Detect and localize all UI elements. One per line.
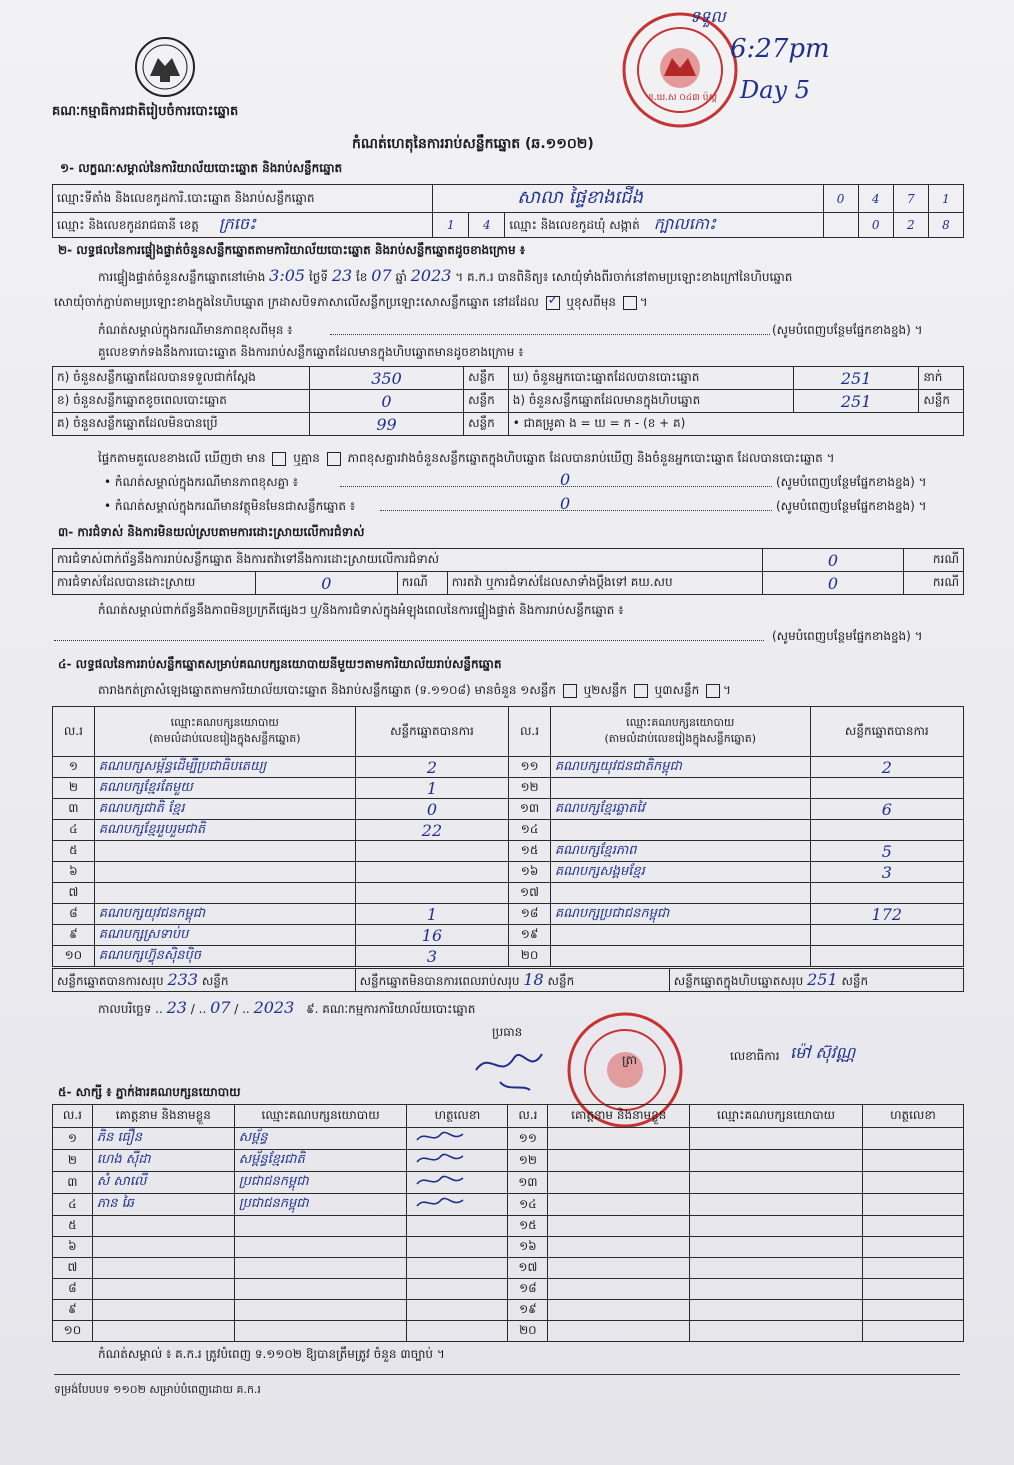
witness-signature xyxy=(862,1279,963,1300)
party-row xyxy=(53,925,964,946)
chairman-label: ប្រធាន xyxy=(492,1025,523,1039)
date-day: 23 xyxy=(166,998,187,1017)
party-no: ១ xyxy=(53,757,95,778)
witness-no: ២០ xyxy=(508,1321,548,1342)
witness-party xyxy=(690,1150,863,1172)
witness-name xyxy=(548,1194,690,1216)
party-votes: 1 xyxy=(355,778,508,799)
witness-signature xyxy=(862,1237,963,1258)
count-voters: 251 xyxy=(793,367,918,390)
witness-name xyxy=(92,1237,234,1258)
party-name xyxy=(94,841,355,862)
witness-name xyxy=(548,1258,690,1279)
witness-signature xyxy=(862,1172,963,1194)
verify-line: ការផ្ទៀងផ្ទាត់ចំនួនសន្លឹកឆ្នោតនៅម៉ោង 3:05 ថ្ងៃទី 23 ខែ 07 ឆ្នាំ 2023 ។ គ.ក.រ បានពិនិត្យ៖ សោយុំទាំងពីរចាក់នៅតាមប្រឡោះខាងក្រៅនៃហិបឆ្នោត xyxy=(98,266,793,285)
witness-party: សម្ព័ន្ធ xyxy=(234,1128,407,1150)
province-code-1: 1 xyxy=(433,213,469,238)
party-name: គណបក្សខ្មែររួបរួមជាតិ xyxy=(94,820,355,841)
party-no: ៣ xyxy=(53,799,95,820)
date-line: កាលបរិច្ឆេទ .. 23 / .. 07 / .. 2023 ៩. គណៈកម្មការការិយាល័យបោះឆ្នោត xyxy=(98,998,476,1017)
party-votes xyxy=(355,883,508,904)
one-sheet-checkbox[interactable] xyxy=(563,684,577,698)
count-unused: 99 xyxy=(309,413,463,436)
party-votes: 3 xyxy=(355,946,508,967)
witness-no: ១៣ xyxy=(508,1172,548,1194)
bullet1-label: • កំណត់សម្គាល់ក្នុងករណីមានភាពខុសគ្នា ៖ xyxy=(104,475,299,489)
witness-no: ១៦ xyxy=(508,1237,548,1258)
witness-party xyxy=(690,1279,863,1300)
party-votes xyxy=(810,820,963,841)
signature-icon xyxy=(411,1150,471,1168)
party-row xyxy=(53,946,964,967)
commune-code-2: 2 xyxy=(893,213,928,238)
signature-icon xyxy=(470,1040,560,1096)
witness-no: ២ xyxy=(53,1150,93,1172)
province-code-2: 4 xyxy=(469,213,505,238)
party-votes: 16 xyxy=(355,925,508,946)
witness-row xyxy=(53,1300,964,1321)
witness-name xyxy=(92,1279,234,1300)
party-name: គណបក្សយុវជនកម្ពុជា xyxy=(94,904,355,925)
party-name: គណបក្សយុវជនជាតិកម្ពុជា xyxy=(550,757,810,778)
diff-note-line xyxy=(330,334,770,335)
form-footer: ទម្រង់បែបបទ ១១០២ សម្រាប់បំពេញដោយ គ.ក.រ xyxy=(54,1383,261,1396)
stamp-note-1: ទទួល xyxy=(690,7,726,26)
nec-logo xyxy=(134,36,196,98)
bullet2-label: • កំណត់សម្គាល់ក្នុងករណីមានវត្ថុមិនមែនជាសន្លឹកឆ្នោត ៖ xyxy=(104,499,356,513)
formula: • ជាគម្រូគា ង = ឃ = ក - (ខ + គ) xyxy=(508,413,963,436)
party-name xyxy=(550,820,810,841)
witness-no: ១០ xyxy=(53,1321,93,1342)
witness-party xyxy=(234,1237,407,1258)
party-row xyxy=(53,904,964,925)
station-value: សាលា ផ្ទៃខាងជើង xyxy=(433,185,823,213)
witness-no: ១៨ xyxy=(508,1279,548,1300)
party-no: ១៣ xyxy=(509,799,551,820)
party-no: ១៨ xyxy=(509,904,551,925)
witness-party: ប្រជាជនកម្ពុជា xyxy=(234,1172,407,1194)
secretary-label: លេខាធិការ xyxy=(730,1049,780,1063)
party-votes: 2 xyxy=(355,757,508,778)
party-no: ១២ xyxy=(509,778,551,799)
witness-no: ១២ xyxy=(508,1150,548,1172)
party-votes: 0 xyxy=(355,799,508,820)
witness-row xyxy=(53,1258,964,1279)
party-row xyxy=(53,820,964,841)
witness-party xyxy=(690,1321,863,1342)
party-name xyxy=(550,946,810,967)
witness-name xyxy=(548,1300,690,1321)
count-in-box: 251 xyxy=(793,390,918,413)
diff-note-hint: (សូមបំពេញបន្ថែមផ្នែកខាងខ្នង) ។ xyxy=(772,323,923,337)
witness-party xyxy=(234,1258,407,1279)
witness-signature xyxy=(407,1258,508,1279)
stamp-note-2: 6:27pm xyxy=(730,34,830,64)
party-name: គណបក្សស្រទាប់ប xyxy=(94,925,355,946)
nec-emblem-icon xyxy=(134,36,196,98)
witness-no: ៥ xyxy=(53,1216,93,1237)
party-votes: 1 xyxy=(355,904,508,925)
section1-table xyxy=(52,184,964,238)
party-row xyxy=(53,799,964,820)
province-cell: ឈ្មោះ និងលេខកូដរាជធានី ខេត្ត ក្រចេះ xyxy=(53,213,433,238)
witness-row xyxy=(53,1150,964,1172)
party-no: ៧ xyxy=(53,883,95,904)
witness-name: ហេង ស៊ីដា xyxy=(92,1150,234,1172)
signature-icon xyxy=(411,1172,471,1190)
party-no: ២ xyxy=(53,778,95,799)
count-received: 350 xyxy=(309,367,463,390)
party-row xyxy=(53,883,964,904)
party-row xyxy=(53,757,964,778)
party-votes: 22 xyxy=(355,820,508,841)
witness-name xyxy=(92,1300,234,1321)
witness-signature xyxy=(407,1321,508,1342)
witness-party xyxy=(690,1300,863,1321)
party-no: ៤ xyxy=(53,820,95,841)
witness-row xyxy=(53,1128,964,1150)
witness-party xyxy=(690,1128,863,1150)
witness-no: ៣ xyxy=(53,1172,93,1194)
party-no: ៥ xyxy=(53,841,95,862)
total-valid: 233 xyxy=(167,969,199,989)
witness-signature xyxy=(862,1216,963,1237)
party-votes: 172 xyxy=(810,904,963,925)
witness-party xyxy=(690,1194,863,1216)
witness-signature xyxy=(407,1279,508,1300)
verify-time: 3:05 xyxy=(269,266,306,285)
party-no: ១០ xyxy=(53,946,95,967)
witness-name xyxy=(548,1216,690,1237)
signature-icon xyxy=(411,1194,471,1212)
witness-signature xyxy=(862,1258,963,1279)
witness-signature xyxy=(407,1194,508,1216)
witness-no: ៨ xyxy=(53,1279,93,1300)
verify-month: 07 xyxy=(371,266,392,285)
witness-signature xyxy=(862,1321,963,1342)
party-no: ១៧ xyxy=(509,883,551,904)
witness-party xyxy=(234,1321,407,1342)
objection-table: ការជំទាស់ពាក់ព័ន្ធនឹងការរាប់សន្លឹកឆ្នោត និងការតវ៉ាទៅនឹងការដោះស្រាយលើការជំទាស់ 0 ករណី ការជំទាស់ដែលបានដោះស្រាយ 0 ករណី ការតវ៉ា ឬការជំទាស់ដែលសាទាំងប្ដឹងទៅ គឃ.សប 0 ករណី xyxy=(52,548,964,595)
witness-signature xyxy=(862,1300,963,1321)
party-votes xyxy=(810,946,963,967)
witness-no: ១ xyxy=(53,1128,93,1150)
resolved-count: 0 xyxy=(255,572,397,595)
witness-party xyxy=(690,1258,863,1279)
witness-signature xyxy=(407,1300,508,1321)
party-name: គណបក្សខ្មែរតែមួយ xyxy=(94,778,355,799)
witness-name xyxy=(548,1237,690,1258)
count-row: ក) ចំនួនសន្លឹកឆ្នោតដែលបានទទួលជាក់ស្តែង 350 សន្លឹក ឃ) ចំនួនអ្នកបោះឆ្នោតដែលបានបោះឆ្នោត 251 នាក់ xyxy=(53,367,964,390)
province-value: ក្រចេះ xyxy=(218,214,256,233)
witness-no: ៧ xyxy=(53,1258,93,1279)
party-no: ១១ xyxy=(509,757,551,778)
result-line: គួលេខទាក់ទងនឹងការបោះឆ្នោត និងការរាប់សន្លឹកឆ្នោតដែលមានក្នុងហិបឆ្នោតមានដូចខាងក្រោម ៖ xyxy=(98,345,524,359)
party-no: ២០ xyxy=(509,946,551,967)
section1-heading: ១- លក្ខណៈសម្គាល់នៃការិយាល័យបោះឆ្នោត និងរាប់សន្លឹកឆ្នោត xyxy=(60,161,343,175)
party-no: ៦ xyxy=(53,862,95,883)
party-name xyxy=(550,883,810,904)
witness-no: ១៥ xyxy=(508,1216,548,1237)
count-spoiled: 0 xyxy=(309,390,463,413)
witness-signature xyxy=(862,1150,963,1172)
form-title: កំណត់ហេតុនៃការរាប់សន្លឹកឆ្នោត (ឆ.១១០២) xyxy=(352,136,594,152)
final-note: កំណត់សម្គាល់ ៖ គ.ក.រ ត្រូវបំពេញ ទ.១១០២ ឱ្យបានត្រឹមត្រូវ ចំនួន ៣ច្បាប់ ។ xyxy=(98,1347,445,1361)
party-votes xyxy=(810,925,963,946)
commune-code-1: 0 xyxy=(858,213,893,238)
witness-no: ១៩ xyxy=(508,1300,548,1321)
party-row xyxy=(53,862,964,883)
witness-name xyxy=(92,1258,234,1279)
party-name xyxy=(550,925,810,946)
party-name: គណបក្សសង្គមខ្មែរ xyxy=(550,862,810,883)
party-no: ៨ xyxy=(53,904,95,925)
witness-signature xyxy=(862,1128,963,1150)
signature-icon xyxy=(411,1128,471,1146)
section3-heading: ៣- ការជំទាស់ និងការមិនយល់ស្របតាមការដោះស្រាយលើការជំទាស់ xyxy=(58,525,365,539)
party-votes xyxy=(355,862,508,883)
party-name: គណបក្សខ្មែរភាព xyxy=(550,841,810,862)
party-votes xyxy=(810,778,963,799)
objection-count: 0 xyxy=(762,549,903,572)
section5-heading: ៥- សាក្សី ៖ ភ្នាក់ងារគណបក្សនយោបាយ xyxy=(58,1085,241,1099)
witness-row xyxy=(53,1237,964,1258)
bullet2-value: 0 xyxy=(560,494,571,513)
totals-table: សន្លឹកឆ្នោតបានការសរុប 233 សន្លឹក សន្លឹកឆ្នោតមិនបានការពេលរាប់សរុប 18 សន្លឹក សន្លឹកឆ្នោតក្នុងហិបឆ្នោតសរុប 251 សន្លឹក xyxy=(52,968,964,992)
station-code-1: 0 xyxy=(823,185,858,213)
witness-name xyxy=(548,1279,690,1300)
compare-line: ផ្ទៃកតាមគួលេខខាងលើ ឃើញថា មាន ឬគ្មាន ភាពខុសគ្នារវាងចំនួនសន្លឹកឆ្នោតក្នុងហិបឆ្នោត ដែលបានរាប់ឃើញ និងចំនួនអ្នកបោះឆ្នោត ដែលបានបោះឆ្នោត ។ xyxy=(98,451,835,465)
total-invalid: 18 xyxy=(523,969,544,989)
seal-label: ត្រា xyxy=(622,1053,637,1067)
witness-party xyxy=(234,1279,407,1300)
witness-name: សំ សាលើ xyxy=(92,1172,234,1194)
witness-table: ល.រ គោត្តនាម និងនាមខ្លួន ឈ្មោះគណបក្សនយោបាយ ហត្ថលេខា ល.រ គោត្តនាម និងនាមខ្លួន ឈ្មោះគណបក្សនយោបាយ ហត្ថលេខា ១ ភិន ធឿន សម្ព័ន្ធ ១១ ២ ហេង ស៊ីដា សម្ព័ន្ធខ្មែរជាតិ ១២ ៣ សំ សាលើ ប្រជាជនកម្ពុជា ១៣ ៤ ភាន ឆៃ ប្រជាជនកម្ពុជា ១៤ ៥ ១៥ ៦ ១៦ ៧ ១៧ ៨ ១៨ ៩ ១៩ ១០ ២០ xyxy=(52,1104,964,1342)
witness-signature xyxy=(862,1194,963,1216)
commune-code-3: 8 xyxy=(928,213,963,238)
witness-signature xyxy=(407,1150,508,1172)
party-name: គណបក្សខ្មែរឆ្លាតវៃ xyxy=(550,799,810,820)
party-row xyxy=(53,841,964,862)
witness-no: ១៤ xyxy=(508,1194,548,1216)
appeal-count: 0 xyxy=(762,572,903,595)
party-no: ៩ xyxy=(53,925,95,946)
party-no: ១៥ xyxy=(509,841,551,862)
date-month: 07 xyxy=(210,998,231,1017)
bullet1-value: 0 xyxy=(560,470,571,489)
count-table xyxy=(52,366,964,436)
section4-intro: តារាងកត់ត្រាសំឡេងឆ្នោតតាមការិយាល័យបោះឆ្នោត និងរាប់សន្លឹកឆ្នោត (ទ.១១០៨) មានចំនួន ១សន្លឹក ឬ២សន្លឹក ឬ៣សន្លឹក ។ xyxy=(98,683,731,697)
witness-signature xyxy=(407,1216,508,1237)
witness-party xyxy=(690,1172,863,1194)
witness-name xyxy=(548,1321,690,1342)
party-votes xyxy=(810,883,963,904)
witness-no: ៦ xyxy=(53,1237,93,1258)
party-name xyxy=(94,883,355,904)
station-code-3: 7 xyxy=(893,185,928,213)
party-name: គណបក្សសម្ព័ន្ធដើម្បីប្រជាធិបតេយ្យ xyxy=(94,757,355,778)
different-checkbox[interactable] xyxy=(623,296,637,310)
three-sheet-checkbox[interactable] xyxy=(706,684,720,698)
party-votes: 6 xyxy=(810,799,963,820)
secretary-name: ម៉ៅ ស៊ុវណ្ណ xyxy=(790,1043,856,1062)
witness-name xyxy=(92,1321,234,1342)
diff-note-label: កំណត់សម្គាល់ក្នុងករណីមានភាពខុសពីមុន ៖ xyxy=(98,323,293,337)
party-no: ១៤ xyxy=(509,820,551,841)
chairman-signature xyxy=(470,1040,560,1100)
party-results-table: ល.រ ឈ្មោះគណបក្សនយោបាយ (តាមលំដាប់លេខរៀងក្នុងសន្លឹកឆ្នោត) សន្លឹកឆ្នោតបានការ ល.រ ឈ្មោះគណបក្សនយោបាយ (តាមលំដាប់លេខរៀងក្នុងសន្លឹកឆ្នោត) សន្លឹកឆ្នោតបានការ ១ គណបក្សសម្ព័ន្ធដើម្បីប្រជាធិបតេយ្យ 2 ១១ គណបក្សយុវជនជាតិកម្ពុជា 2 ២ គណបក្សខ្មែរតែមួយ 1 ១២ ៣ គណបក្សជាតិ ខ្មែរ 0 ១៣ គណបក្សខ្មែរឆ្លាតវៃ 6 ៤ គណបក្សខ្មែររួបរួមជាតិ 22 ១៤ ៥ ១៥ គណបក្សខ្មែរភាព 5 ៦ ១៦ គណបក្សសង្គមខ្មែរ 3 ៧ ១៧ ៨ គណបក្សយុវជនកម្ពុជា 1 ១៨ គណបក្សប្រជាជនកម្ពុជា 172 ៩ គណបក្សស្រទាប់ប 16 ១៩ ១០ គណបក្សហ៊្វុនស៊ិនប៉ិច 3 ២០ xyxy=(52,706,964,967)
witness-party xyxy=(234,1300,407,1321)
section2-heading: ២- លទ្ធផលនៃការផ្ទៀងផ្ទាត់ចំនួនសន្លឹកឆ្នោតតាមការិយាល័យបោះឆ្នោត និងរាប់សន្លឹកឆ្នោតដូចខាងក្រោម ៖ xyxy=(58,243,526,257)
stamp-inner-text: ខ.ឃ.ស ០៤៣ ប៉ុស្ត xyxy=(648,93,718,103)
party-votes xyxy=(355,841,508,862)
party-votes: 3 xyxy=(810,862,963,883)
has-diff-checkbox[interactable] xyxy=(272,452,286,466)
witness-name: ភាន ឆៃ xyxy=(92,1194,234,1216)
witness-party: សម្ព័ន្ធខ្មែរជាតិ xyxy=(234,1150,407,1172)
party-name xyxy=(94,862,355,883)
stamp-note-3: Day 5 xyxy=(740,76,811,104)
party-votes: 5 xyxy=(810,841,963,862)
total-box: 251 xyxy=(807,969,838,989)
count-row: គ) ចំនួនសន្លឹកឆ្នោតដែលមិនបានប្រើ 99 សន្លឹក • ជាគម្រូគា ង = ឃ = ក - (ខ + គ) xyxy=(53,413,964,436)
same-checkbox[interactable]: ✓ xyxy=(547,292,559,308)
witness-signature xyxy=(407,1172,508,1194)
witness-name: ភិន ធឿន xyxy=(92,1128,234,1150)
party-name: គណបក្សប្រជាជនកម្ពុជា xyxy=(550,904,810,925)
witness-no: ១៧ xyxy=(508,1258,548,1279)
commune-value: ក្បាលកោះ xyxy=(653,214,717,233)
party-name xyxy=(550,778,810,799)
party-row xyxy=(53,778,964,799)
witness-row xyxy=(53,1279,964,1300)
witness-name xyxy=(548,1150,690,1172)
verify-year: 2023 xyxy=(410,266,452,285)
party-no: ១៩ xyxy=(509,925,551,946)
witness-party xyxy=(234,1216,407,1237)
station-code-4: 1 xyxy=(928,185,963,213)
form-page: គណៈកម្មាធិការជាតិរៀបចំការបោះឆ្នោត ខ.ឃ.ស ០៤៣ ប៉ុស្ត ទទួល 6:27pm Day 5 កំណត់ហេតុនៃការរាប់សន្លឹកឆ្នោត (ឆ.១១០២) ១- លក្ខណៈសម្គាល់នៃការិយាល័យបោះឆ្នោត និងរាប់សន្លឹកឆ្នោត ឈ្មោះទីតាំង និងលេខកូដការិ.បោះឆ្នោត និងរាប់សន្លឹកឆ្នោត សាលា ផ្ទៃខាងជើង 0 4 7 1 ឈ្មោះ និងលេខកូដរាជធានី ខេត្ត ក្រចេះ 1 4 ឈ្មោះ និងលេខកូដឃុំ សង្កាត់ ក្បាលកោះ 0 2 8 ២- លទ្ធផលនៃការផ្ទៀងផ្ទាត់ចំនួនសន្លឹកឆ្នោតតាមការិយាល័យបោះឆ្នោត និងរាប់សន្លឹកឆ្នោតដូចខាងក្រោម ៖ ការផ្ទៀងផ្ទាត់ចំនួនសន្លឹកឆ្នោតនៅម៉ោង 3:05 ថ្ងៃទី 23 ខែ 07 ឆ្នាំ 2023 ។ គ.ក.រ បានពិនិត្យ៖ សោយុំទាំងពីរចាក់នៅតាមប្រឡោះខាងក្រៅនៃហិបឆ្នោត សោយុំចាក់ភ្ជាប់តាមប្រឡោះខាងក្នុងនៃហិបឆ្នោត ក្រដាសបិទភាសាលើសន្លឹកប្រឡោះសោសន្លឹកឆ្នោត នៅដដែល ✓ ឬខុសពីមុន ។ កំណត់សម្គាល់ក្នុងករណីមានភាពខុសពីមុន ៖ (សូមបំពេញបន្ថែមផ្នែកខាងខ្នង) ។ គួលេខទាក់ទងនឹងការបោះឆ្នោត និងការរាប់សន្លឹកឆ្នោតដែលមានក្នុងហិបឆ្នោតមានដូចខាងក្រោម ៖ ក) ចំនួនសន្លឹកឆ្នោតដែលបានទទួលជាក់ស្តែង 350 សន្លឹក ឃ) ចំនួនអ្នកបោះឆ្នោតដែលបានបោះឆ្នោត 251 នាក់ ខ) ចំនួនសន្លឹកឆ្នោតខូចពេលបោះឆ្នោត 0 សន្លឹក ង) ចំនួនសន្លឹកឆ្នោតដែលមានក្នុងហិបឆ្នោត 251 សន្លឹក គ) ចំនួនសន្លឹកឆ្នោតដែលមិនបានប្រើ 99 សន្លឹក • ជាគម្រូគា ង = ឃ = ក - (ខ + គ) ផ្ទៃកតាមគួលេខខាងលើ ឃើញថា មាន ឬគ្មាន ភាពខុសគ្នារវាងចំនួនសន្លឹកឆ្នោតក្នុងហិបឆ្នោត ដែលបានរាប់ឃើញ និងចំនួនអ្នកបោះឆ្នោត ដែលបានបោះឆ្នោត ។ • កំណត់សម្គាល់ក្នុងករណីមានភាពខុសគ្នា ៖ 0 (សូមបំពេញបន្ថែមផ្នែកខាងខ្នង) ។ • កំណត់សម្គាល់ក្នុងករណីមានវត្ថុមិនមែនជាសន្លឹកឆ្នោត ៖ 0 (សូមបំពេញបន្ថែមផ្នែកខាងខ្នង) ។ ៣- ការជំទាស់ និងការមិនយល់ស្របតាមការដោះស្រាយលើការជំទាស់ ការជំទាស់ពាក់ព័ន្ធនឹងការរាប់សន្លឹកឆ្នោត និងការតវ៉ាទៅនឹងការដោះស្រាយលើការជំទាស់ 0 ករណី ការជំទាស់ដែលបានដោះស្រាយ 0 ករណី ការតវ៉ា ឬការជំទាស់ដែលសាទាំងប្ដឹងទៅ គឃ.សប 0 ករណី កំណត់សម្គាល់ពាក់ព័ន្ធនឹងភាពមិនប្រក្រតីផ្សេងៗ ឬ/និងការជំទាស់ក្នុងអំឡុងពេលនៃការផ្ទៀងផ្ទាត់ និងការរាប់សន្លឹកឆ្នោត ៖ (សូមបំពេញបន្ថែមផ្នែកខាងខ្នង) ។ ៤- លទ្ធផលនៃការរាប់សន្លឹកឆ្នោតសម្រាប់គណបក្សនយោបាយនីមួយៗតាមការិយាល័យរាប់សន្លឹកឆ្នោត តារាងកត់ត្រាសំឡេងឆ្នោតតាមការិយាល័យបោះឆ្នោត និងរាប់សន្លឹកឆ្នោត (ទ.១១០៨) មានចំនួន ១សន្លឹក ឬ២សន្លឹក ឬ៣សន្លឹក ។ ល.រ ឈ្មោះគណបក្សនយោបាយ (តាមលំដាប់លេខរៀងក្នុងសន្លឹកឆ្នោត) សន្លឹកឆ្នោតបានការ ល.រ ឈ្មោះគណបក្សនយោបាយ (តាមលំដាប់លេខរៀងក្នុងសន្លឹកឆ្នោត) សន្លឹកឆ្នោតបានការ ១ គណបក្សសម្ព័ន្ធដើម្បីប្រជាធិបតេយ្យ 2 ១១ គណបក្សយុវជនជាតិកម្ពុជា 2 ២ គណបក្សខ្មែរតែមួយ 1 ១២ ៣ គណបក្សជាតិ ខ្មែរ 0 ១៣ គណបក្សខ្មែរឆ្លាតវៃ 6 ៤ គណបក្សខ្មែររួបរួមជាតិ 22 ១៤ ៥ ១៥ គណបក្សខ្មែរភាព 5 ៦ ១៦ គណបក្សសង្គមខ្មែរ 3 ៧ ១៧ ៨ គណបក្សយុវជនកម្ពុជា 1 ១៨ គណបក្សប្រជាជនកម្ពុជា 172 ៩ គណបក្សស្រទាប់ប 16 ១៩ ១០ គណបក្សហ៊្វុនស៊ិនប៉ិច 3 ២០ សន្លឹកឆ្នោតបានការសរុប 233 សន្លឹក សន្លឹកឆ្នោតមិនបានការពេលរាប់សរុប 18 សន្លឹក សន្លឹកឆ្នោតក្នុងហិបឆ្នោតសរុប 251 សន្លឹក កាលបរិច្ឆេទ .. 23 / .. 07 / .. 2023 ៩. គណៈកម្មការការិយាល័យបោះឆ្នោត ប្រធាន ត្រា លេខាធិការ ម៉ៅ ស៊ុវណ្ណ ៥- សាក្សី ៖ ភ្នាក់ងារគណបក្សនយោបាយ ល.រ គោត្តនាម និងនាមខ្លួន ឈ្មោះគណបក្សនយោបាយ ហត្ថលេខា ល.រ គោត្តនាម និងនាមខ្លួន ឈ្មោះគណបក្សនយោបាយ ហត្ថលេខា ១ ភិន ធឿន សម្ព័ន្ធ ១១ ២ ហេង ស៊ីដា សម្ព័ន្ធខ្មែរជាតិ ១២ ៣ សំ សាលើ ប្រជាជនកម្ពុជា ១៣ ៤ ភាន ឆៃ ប្រជាជនកម្ពុជា ១៤ ៥ ១៥ ៦ ១៦ ៧ ១៧ ៨ ១៨ ៩ ១៩ ១០ ២០ កំណត់សម្គាល់ ៖ គ.ក.រ ត្រូវបំពេញ ទ.១១០២ ឱ្យបានត្រឹមត្រូវ ចំនួន ៣ច្បាប់ ។ ទម្រង់បែបបទ ១១០២ សម្រាប់បំពេញដោយ គ.ក.រ xyxy=(0,0,1014,1465)
witness-row xyxy=(53,1194,964,1216)
witness-no: ១១ xyxy=(508,1128,548,1150)
party-no: ១៦ xyxy=(509,862,551,883)
witness-no: ៤ xyxy=(53,1194,93,1216)
date-year: 2023 xyxy=(253,998,295,1017)
two-sheet-checkbox[interactable] xyxy=(634,684,648,698)
station-code-2: 4 xyxy=(858,185,893,213)
witness-name xyxy=(92,1216,234,1237)
party-name: គណបក្សហ៊្វុនស៊ិនប៉ិច xyxy=(94,946,355,967)
witness-name xyxy=(548,1172,690,1194)
station-label: ឈ្មោះទីតាំង និងលេខកូដការិ.បោះឆ្នោត និងរាប់សន្លឹកឆ្នោត xyxy=(53,185,433,213)
witness-row xyxy=(53,1216,964,1237)
verify-day: 23 xyxy=(331,266,353,285)
org-name: គណៈកម្មាធិការជាតិរៀបចំការបោះឆ្នោត xyxy=(52,104,239,119)
witness-party xyxy=(690,1237,863,1258)
count-row: ខ) ចំនួនសន្លឹកឆ្នោតខូចពេលបោះឆ្នោត 0 សន្លឹក ង) ចំនួនសន្លឹកឆ្នោតដែលមានក្នុងហិបឆ្នោត 251 សន្លឹក xyxy=(53,390,964,413)
witness-row xyxy=(53,1172,964,1194)
no-diff-checkbox[interactable] xyxy=(327,452,341,466)
commune-cell: ឈ្មោះ និងលេខកូដឃុំ សង្កាត់ ក្បាលកោះ xyxy=(505,213,823,238)
witness-signature xyxy=(407,1237,508,1258)
witness-name xyxy=(548,1128,690,1150)
seal-line: សោយុំចាក់ភ្ជាប់តាមប្រឡោះខាងក្នុងនៃហិបឆ្នោត ក្រដាសបិទភាសាលើសន្លឹកប្រឡោះសោសន្លឹកឆ្នោត នៅដដែល ✓ ឬខុសពីមុន ។ xyxy=(54,292,648,309)
objection-note: កំណត់សម្គាល់ពាក់ព័ន្ធនឹងភាពមិនប្រក្រតីផ្សេងៗ ឬ/និងការជំទាស់ក្នុងអំឡុងពេលនៃការផ្ទៀងផ្ទាត់ និងការរាប់សន្លឹកឆ្នោត ៖ xyxy=(98,603,624,617)
witness-no: ៩ xyxy=(53,1300,93,1321)
witness-row xyxy=(53,1321,964,1342)
witness-party: ប្រជាជនកម្ពុជា xyxy=(234,1194,407,1216)
witness-party xyxy=(690,1216,863,1237)
party-name: គណបក្សជាតិ ខ្មែរ xyxy=(94,799,355,820)
witness-signature xyxy=(407,1128,508,1150)
party-votes: 2 xyxy=(810,757,963,778)
section4-heading: ៤- លទ្ធផលនៃការរាប់សន្លឹកឆ្នោតសម្រាប់គណបក្សនយោបាយនីមួយៗតាមការិយាល័យរាប់សន្លឹកឆ្នោត xyxy=(58,657,502,671)
